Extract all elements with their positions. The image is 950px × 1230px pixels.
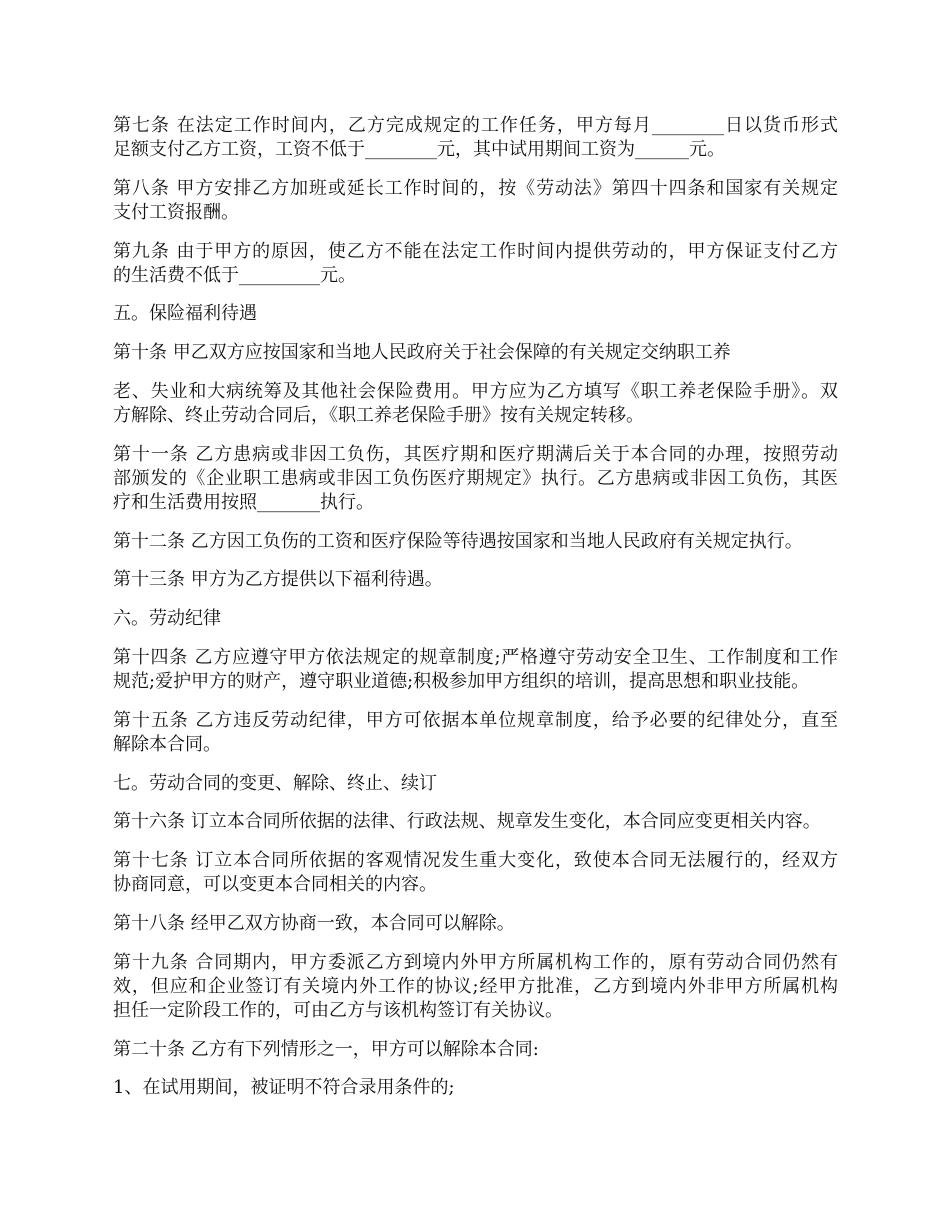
text-line: 疗和生活费用按照_______执行。 bbox=[113, 491, 374, 513]
article-14 bbox=[113, 646, 838, 694]
text-line: 支付工资报酬。 bbox=[113, 201, 239, 223]
text-line: 解除本合同。 bbox=[113, 733, 221, 755]
section-heading-text: 六。劳动纪律 bbox=[113, 608, 221, 630]
text-line: 第九条 由于甲方的原因，使乙方不能在法定工作时间内提供劳动的，甲方保证支付乙方 bbox=[113, 240, 838, 262]
text-line: 老、失业和大病统筹及其他社会保险费用。甲方应为乙方填写《职工养老保险手册》。双 bbox=[113, 380, 838, 402]
text-line: 效，但应和企业签订有关境内外工作的协议;经甲方批准，乙方到境内外非甲方所属机构 bbox=[113, 975, 838, 997]
text-line: 第十二条 乙方因工负伤的工资和医疗保险等待遇按国家和当地人民政府有关规定执行。 bbox=[113, 530, 803, 552]
text-line: 第十七条 订立本合同所依据的客观情况发生重大变化，致使本合同无法履行的，经双方 bbox=[113, 850, 838, 872]
article-10 bbox=[113, 341, 838, 365]
text-line: 第十九条 合同期内，甲方委派乙方到境内外甲方所属机构工作的，原有劳动合同仍然有 bbox=[113, 951, 838, 973]
text-line: 部颁发的《企业职工患病或非因工负伤医疗期规定》执行。乙方患病或非因工负伤，其医 bbox=[113, 467, 838, 489]
text-line: 第十一条 乙方患病或非因工负伤，其医疗期和医疗期满后关于本合同的办理，按照劳动 bbox=[113, 443, 838, 465]
section-7-heading bbox=[113, 772, 838, 796]
section-heading-text: 五。保险福利待遇 bbox=[113, 303, 257, 325]
article-7 bbox=[113, 114, 838, 162]
text-line: 协商同意，可以变更本合同相关的内容。 bbox=[113, 874, 437, 896]
text-line: 方解除、终止劳动合同后，《职工养老保险手册》按有关规定转移。 bbox=[113, 404, 644, 426]
text-line: 第十四条 乙方应遵守甲方依法规定的规章制度;严格遵守劳动安全卫生、工作制度和工作 bbox=[113, 646, 838, 668]
text-line: 第十五条 乙方违反劳动纪律，甲方可依据本单位规章制度，给予必要的纪律处分，直至 bbox=[113, 709, 838, 731]
article-12 bbox=[113, 530, 838, 554]
section-heading-text: 七。劳动合同的变更、解除、终止、续订 bbox=[113, 772, 437, 794]
text-line: 规范;爱护甲方的财产，遵守职业道德;积极参加甲方组织的培训，提高思想和职业技能。 bbox=[113, 670, 810, 692]
text-line: 第七条 在法定工作时间内，乙方完成规定的工作任务，甲方每月________日以货币形式 bbox=[113, 115, 838, 136]
text-line: 第十三条 甲方为乙方提供以下福利待遇。 bbox=[113, 569, 443, 591]
article-13 bbox=[113, 568, 838, 592]
list-item-1 bbox=[113, 1076, 838, 1100]
section-6-heading bbox=[113, 607, 838, 631]
article-9 bbox=[113, 240, 838, 288]
article-17 bbox=[113, 849, 838, 897]
text-line: 第十条 甲乙双方应按国家和当地人民政府关于社会保障的有关规定交纳职工养 bbox=[113, 342, 731, 364]
text-line: 担任一定阶段工作的，可由乙方与该机构签订有关协议。 bbox=[113, 999, 563, 1021]
article-16 bbox=[113, 810, 838, 834]
document-body bbox=[113, 114, 838, 1100]
text-line: 1、在试用期间，被证明不符合录用条件的; bbox=[113, 1077, 455, 1099]
text-line: 足额支付乙方工资，工资不低于________元，其中试用期间工资为______元。 bbox=[113, 139, 725, 160]
article-10-continued bbox=[113, 380, 838, 428]
article-20 bbox=[113, 1038, 838, 1062]
text-line: 第八条 甲方安排乙方加班或延长工作时间的，按《劳动法》第四十四条和国家有关规定 bbox=[113, 177, 838, 199]
article-15 bbox=[113, 709, 838, 757]
article-19 bbox=[113, 951, 838, 1023]
text-line: 第十八条 经甲乙双方协商一致，本合同可以解除。 bbox=[113, 912, 515, 934]
article-18 bbox=[113, 912, 838, 936]
text-line: 第二十条 乙方有下列情形之一，甲方可以解除本合同: bbox=[113, 1038, 539, 1060]
text-line: 第十六条 订立本合同所依据的法律、行政法规、规章发生变化，本合同应变更相关内容。 bbox=[113, 811, 821, 833]
article-8 bbox=[113, 177, 838, 225]
article-11 bbox=[113, 443, 838, 515]
section-5-heading bbox=[113, 302, 838, 326]
text-line: 的生活费不低于_________元。 bbox=[113, 264, 356, 286]
